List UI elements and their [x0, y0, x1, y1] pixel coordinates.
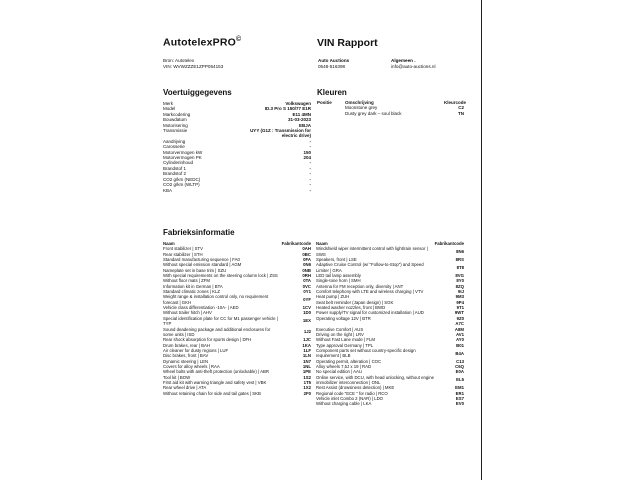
factory-option-name: With special requirements on the steering column lock | ZSS	[163, 273, 278, 279]
factory-table-right	[316, 241, 464, 407]
factory-option-code: 1N7	[303, 358, 311, 364]
factory-option-name: Adaptive Cruise Control (w/ "Follow-to-Stop") and Speed Limiter | GRA	[316, 262, 424, 273]
vehicle-label: Cylinderinhoud	[163, 160, 194, 166]
factory-option-name: Without floor mats | ZFM	[163, 278, 210, 284]
vehicle-value: -	[309, 182, 311, 188]
factory-table-left	[163, 241, 311, 396]
factory-option-name: Operating voltage 12V | BTR	[316, 315, 371, 321]
factory-option-name: Nameplate set in base trim | SZU	[163, 267, 227, 273]
vehicle-value: EBJA	[298, 122, 311, 128]
factory-option-code: 1PE	[302, 369, 311, 375]
factory-option-name: Standard manufacturing sequence | FA0	[163, 257, 240, 263]
vehicle-heading: Voertuiggegevens	[163, 88, 232, 97]
vehicle-value: 204	[303, 155, 311, 161]
factory-option-name: Vehicle class differentiation -10A- | AED	[163, 305, 239, 311]
factory-option-name: Single-tone horn | SMH	[316, 278, 361, 284]
factory-option-name: LED tail lamp assembly	[316, 273, 361, 279]
factory-option-code: B01	[456, 342, 464, 348]
factory-option-name: Tool kit | BOW	[163, 374, 191, 380]
factory-option-code: EM1	[455, 385, 464, 391]
factory-option-code: AV1	[455, 331, 464, 337]
factory-option-code: 8ZQ	[455, 283, 464, 289]
factory-row	[316, 375, 464, 386]
factory-option-code: 8N6	[456, 249, 464, 255]
factory-option-name: Seat belt reminder (Japan design) | SGK	[316, 299, 394, 305]
factory-option-name: Weight range & installation control only, no requirement forecast | GKH	[163, 294, 269, 305]
colors-heading: Kleuren	[317, 88, 347, 97]
vehicle-value: -	[309, 176, 311, 182]
vehicle-label: Transmissie	[163, 128, 188, 134]
factory-option-code: AY0	[456, 337, 464, 343]
factory-heading: Fabrieksinformatie	[163, 228, 235, 237]
factory-option-name: Without Fast Lane mode | FLM	[316, 337, 375, 343]
factory-option-name: Drum brakes, rear | BAH	[163, 342, 210, 348]
color-description: Moonstone grey	[345, 105, 378, 111]
vehicle-label: CO2 g/km (NEDC)	[163, 176, 201, 182]
general-label: Algemeen .	[391, 58, 416, 63]
report-title: VIN Rapport	[317, 37, 378, 49]
contact-info	[318, 58, 349, 70]
vehicle-value: -	[309, 138, 311, 144]
factory-option-code: 1CV	[302, 305, 311, 311]
factory-option-name: Covers for alloy wheels | RAA	[163, 363, 220, 369]
factory-option-name: Operating permit, alteration | COC	[316, 358, 382, 364]
factory-option-name: Special identification plate for CC for M1 passenger vehicle | TYP	[163, 315, 278, 327]
factory-option-code: 1JC	[303, 337, 311, 343]
vehicle-value: 31-03-2023	[287, 117, 311, 123]
colors-header-position: Positie	[317, 100, 332, 105]
color-code: C2	[458, 105, 464, 111]
factory-option-code: 0Y1	[303, 289, 311, 295]
factory-option-code: 8T8	[456, 265, 464, 271]
factory-option-name: Type approval Germany | TPL	[316, 342, 374, 348]
factory-header-code: Fabrikantcode	[434, 241, 464, 246]
factory-option-name: Dynamic steering | LEN	[163, 358, 209, 364]
factory-row	[316, 246, 464, 257]
vehicle-label: Bouwdatum	[163, 117, 187, 123]
factory-option-name: Rear stabilizer | STH	[163, 251, 203, 257]
factory-option-code: ER1	[455, 390, 464, 396]
factory-row	[316, 401, 464, 406]
factory-option-name: Power supply/TV signal for customized installation | AUD	[316, 310, 424, 316]
factory-option-code: 8Y0	[456, 278, 464, 284]
factory-option-code: 1EX	[302, 318, 311, 324]
factory-option-code: 1J2	[303, 329, 311, 335]
factory-option-code: 0VC	[302, 283, 311, 289]
page-frame	[150, 0, 482, 480]
vin-line: VIN: WVWZZZE1ZPP054153	[163, 64, 224, 69]
factory-option-name: Vehicle inlet Combo 2 (NAR) | LDO	[316, 395, 384, 401]
factory-row	[163, 327, 311, 338]
contact-phone: 0548-516398	[318, 64, 346, 69]
factory-option-name: Without retaining chain for side and tail gates | SKB	[163, 390, 261, 396]
factory-option-code: ES7	[455, 395, 464, 401]
vehicle-row	[163, 188, 311, 193]
factory-option-code: 1KA	[302, 342, 311, 348]
vehicle-value: E11 4MN	[292, 111, 311, 117]
factory-option-name: Heated washer nozzles, front | BWD	[316, 305, 386, 311]
vehicle-value: -	[309, 144, 311, 150]
factory-option-code: EV0	[455, 401, 464, 407]
vehicle-label: Aandrijving	[163, 138, 186, 144]
factory-option-code: B4A	[455, 350, 464, 356]
factory-option-code: 0BC	[302, 251, 311, 257]
factory-option-code: A7C	[455, 321, 464, 327]
colors-header-description: Omschrijving	[345, 100, 374, 105]
factory-option-code: E0A	[455, 369, 464, 375]
brand-title: AutotelexPRO©	[163, 36, 242, 49]
factory-option-code: 2F0	[303, 390, 311, 396]
color-position	[317, 111, 345, 116]
factory-option-name: Information kit in German | BTA	[163, 283, 223, 289]
vehicle-label: CO2 g/km (WLTP)	[163, 182, 200, 188]
factory-option-code: 1D0	[303, 310, 311, 316]
factory-option-code: 8VG	[455, 273, 464, 279]
factory-option-code: A8M	[454, 326, 464, 332]
vehicle-label: Carosserie	[163, 144, 185, 150]
factory-option-code: 0FA	[303, 257, 311, 263]
factory-option-code: 9M3	[455, 294, 464, 300]
source-info	[163, 58, 223, 70]
factory-option-code: 0RH	[302, 273, 311, 279]
vehicle-row	[163, 128, 311, 139]
factory-option-code: 0NB	[302, 267, 311, 273]
factory-option-name: Sound deadening package and additional enclosures for some units | ISD	[163, 326, 271, 337]
colors-header-code: Kleurcode	[444, 100, 467, 105]
factory-option-code: 1X2	[303, 385, 311, 391]
factory-option-name: Executive Comfort | AUS	[316, 326, 364, 332]
factory-option-name: Heat pump | ZUH	[316, 294, 350, 300]
factory-header-name: Naam	[316, 241, 328, 246]
factory-option-name: Driving on the right | LRV	[316, 331, 364, 337]
vehicle-label: Brandstof 1	[163, 165, 187, 171]
factory-option-name: Without charging cable | LKA	[316, 401, 372, 407]
factory-option-code: 9P4	[456, 299, 464, 305]
vehicle-label: Motorisering	[163, 122, 188, 128]
factory-option-code: 8RS	[455, 257, 464, 263]
factory-option-code: 1LN	[302, 353, 311, 359]
color-code: TN	[458, 110, 464, 116]
factory-option-code: 0YF	[303, 297, 311, 303]
factory-option-name: Rear wheel drive | ATA	[163, 385, 207, 391]
factory-option-name: No special edition | AAU	[316, 369, 363, 375]
factory-option-code: 1S2	[303, 374, 311, 380]
vehicle-value: -	[309, 165, 311, 171]
factory-header-name: Naam	[163, 241, 175, 246]
factory-option-name: Rest Assist (drowsiness detection) | MKE	[316, 385, 395, 391]
factory-option-code: 0AH	[302, 246, 311, 252]
contact-name: Auto Auctions	[318, 58, 350, 63]
vehicle-table	[163, 101, 311, 193]
color-row	[317, 111, 464, 116]
factory-option-name: Alloy wheels 7,5J x 19 | RAD	[316, 363, 372, 369]
factory-option-code: 1LF	[303, 347, 311, 353]
vehicle-value: Volkswagen	[285, 101, 311, 106]
factory-row	[163, 316, 311, 327]
factory-option-code: 9IJ	[458, 289, 464, 295]
factory-option-code: 0TA	[303, 278, 311, 284]
factory-option-name: Front stabilizer | STV	[163, 246, 204, 252]
factory-row	[163, 294, 311, 305]
factory-option-name: Without trailer hitch | AHV	[163, 310, 212, 316]
factory-option-name: Online service, with DCU, with head unlocking, without engine immobilizer interconnection | ONL	[316, 374, 434, 385]
vehicle-label: Motorvermogen PK	[163, 155, 202, 161]
factory-option-code: 0N6	[303, 262, 311, 268]
factory-option-name: Windshield wiper intermittent control with light/rain sensor | SWS	[316, 246, 428, 257]
factory-option-name: Without special emission standard | AGM	[163, 262, 242, 268]
factory-option-name: Speakers, front | LSE	[316, 257, 357, 263]
vehicle-value: -	[309, 187, 311, 193]
vehicle-value: 150	[303, 149, 311, 155]
vehicle-value: ID.3 Pro S 150/77 E1R	[264, 106, 311, 112]
vehicle-label: Brandstof 2	[163, 171, 187, 177]
general-info	[391, 58, 436, 70]
factory-option-name: Wheel bolts with anti-theft protection (unlockable) | ABR	[163, 369, 269, 375]
vehicle-value: -	[309, 171, 311, 177]
factory-option-code: C13	[456, 358, 464, 364]
factory-option-name: Rear shock absorption for sports design | DFH	[163, 337, 252, 343]
vehicle-label: Merk	[163, 101, 173, 106]
vehicle-value: UYY (G1Z : Transmission for electric drive)	[250, 128, 311, 139]
factory-option-code: 9WT	[454, 310, 464, 316]
factory-option-code: 1T5	[303, 379, 311, 385]
factory-option-code: 9Z0	[456, 315, 464, 321]
factory-row	[316, 348, 464, 359]
vehicle-label: Markcodering	[163, 111, 191, 117]
factory-option-name: First aid kit with warning triangle and safety vest | VBK	[163, 379, 267, 385]
vehicle-value: -	[309, 160, 311, 166]
factory-option-code: 9T1	[456, 305, 464, 311]
source-line: Bron: Autotelex	[163, 58, 195, 63]
factory-option-code: C6Q	[455, 363, 464, 369]
factory-row	[316, 262, 464, 273]
factory-row	[163, 391, 311, 396]
color-description: Dusty grey dark – soul black	[345, 110, 402, 116]
factory-option-code: 1NL	[302, 363, 311, 369]
factory-header-code: Fabrikantcode	[281, 241, 311, 246]
factory-option-name: Comfort telephony with LTE and wireless charging | VTV	[316, 289, 424, 295]
general-email: info@auto-auctions.nl	[391, 64, 436, 69]
factory-option-name: Component parts set without country-specific design requirement | BLB	[316, 347, 416, 359]
factory-option-name: Regional code "ECE " for radio | RCO	[316, 390, 388, 396]
factory-option-name: Standard climatic zones | KLZ	[163, 289, 221, 295]
vehicle-label: KBA	[163, 187, 173, 193]
vehicle-label: Model	[163, 106, 176, 112]
factory-option-name: Antenna for FM reception only, diversity | ANT	[316, 283, 404, 289]
factory-option-name: Air cleaner for dusty regions | LUF	[163, 347, 229, 353]
vehicle-label: Motorvermogen kW	[163, 149, 203, 155]
colors-table	[317, 100, 467, 116]
factory-option-code: EL5	[456, 377, 464, 383]
factory-option-name: Disc brakes, front | BAV	[163, 353, 209, 359]
